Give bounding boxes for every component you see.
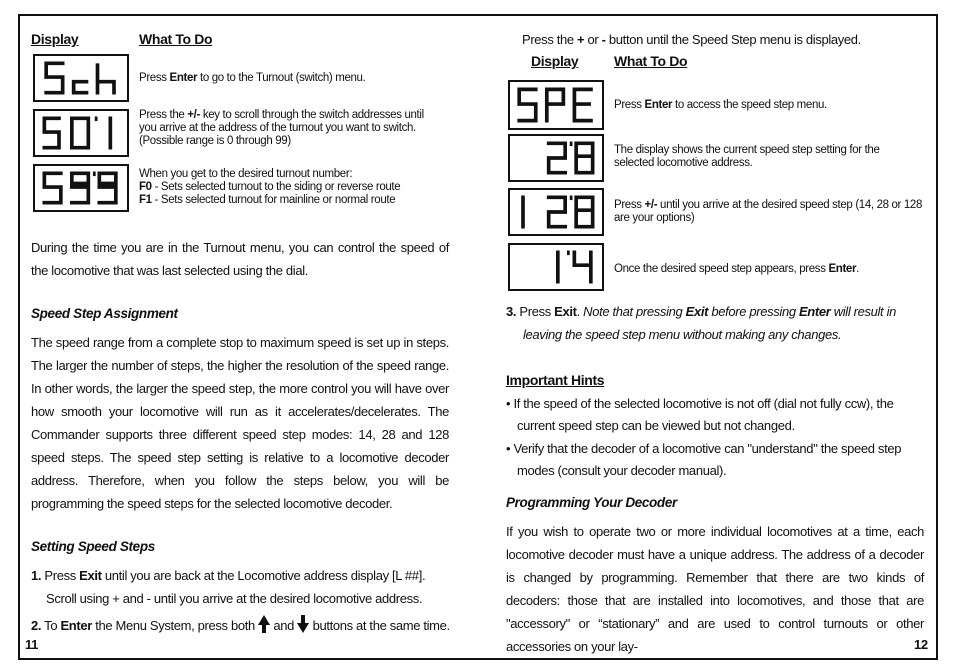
setting-speed-steps-heading: Setting Speed Steps — [31, 539, 155, 554]
programming-heading: Programming Your Decoder — [506, 495, 677, 510]
display-header-right: Display — [531, 53, 579, 69]
row-599-text: When you get to the desired turnout number: F0 - Sets selected turnout to the siding or reverse route F1 - Sets selected turnout for mainline or normal route — [139, 168, 401, 206]
page-number-left: 11 — [25, 637, 39, 652]
speed-step-intro: Press the + or - button until the Speed Step menu is displayed. — [522, 32, 861, 47]
lcd-display-sch — [33, 54, 129, 102]
hint-2: • Verify that the decoder of a locomotive can "understand" the speed step modes (consult your decoder manual). — [506, 441, 902, 478]
lcd-display-spe — [508, 80, 604, 130]
page-number-right: 12 — [914, 637, 928, 652]
step-2: 2. To Enter the Menu System, press both and buttons at the same time. — [31, 614, 451, 637]
speed-step-heading: Speed Step Assignment — [31, 306, 178, 321]
turnout-paragraph: During the time you are in the Turnout menu, you can control the speed of the locomotive that was last selected using the dial. — [31, 240, 449, 278]
lcd-display-599 — [33, 164, 129, 212]
row-spe-text: Press Enter to access the speed step menu. — [614, 99, 827, 111]
row-14-text: Once the desired speed step appears, press Enter. — [614, 263, 859, 275]
down-arrow-icon — [297, 615, 309, 633]
row-128-text: Press +/- until you arrive at the desired speed step (14, 28 or 128 are your options) — [614, 199, 923, 224]
step-3: 3. Press Exit. Note that pressing Exit before pressing Enter will result in leaving the speed step menu without making any changes. — [506, 304, 896, 342]
row-28-text: The display shows the current speed step setting for the selected locomotive address. — [614, 144, 880, 169]
lcd-display-128 — [508, 188, 604, 236]
what-to-do-header-right: What To Do — [614, 53, 688, 69]
important-hints-heading: Important Hints — [506, 372, 605, 388]
programming-paragraph: If you wish to operate two or more individual locomotives at a time, each locomotive decoder must have a unique address. The address of a decoder is changed by programming. Remember that there are two kinds of decoders: those that are installed into locomotives, and those that are "accessory" or “stationary” and are used to control turnouts or other accessories on your lay- — [506, 524, 924, 654]
speed-step-paragraph: The speed range from a complete stop to maximum speed is set up in steps. The larger the number of steps, the higher the resolution of the speed range. In other words, the larger the speed step, the more control you will have over how smooth your locomotive will run as it accelerates/decelerates. The Commander supports three different speed step modes: 14, 28 and 128 speed steps. The speed step setting is relative to a locomotive decoder address. Therefore, when you follow the steps below, you will be programming the speed steps for the selected locomotive decoder. — [31, 335, 449, 511]
up-arrow-icon — [258, 615, 270, 633]
display-header: Display — [31, 31, 79, 47]
lcd-display-28 — [508, 134, 604, 182]
row-sch-text: Press Enter to go to the Turnout (switch) menu. — [139, 72, 366, 84]
row-s01-text: Press the +/- key to scroll through the switch addresses until you arrive at the address of the turnout you want to switch. (Possible range is 0 through 99) — [139, 109, 424, 147]
what-to-do-header: What To Do — [139, 31, 213, 47]
step-1: 1. Press Exit until you are back at the Locomotive address display [L ##]. Scroll using + and - until you arrive at the desired locomotive address. — [31, 568, 426, 606]
hint-1: • If the speed of the selected locomotive is not off (dial not fully ccw), the current speed step can be viewed but not changed. — [506, 396, 894, 433]
lcd-display-s01 — [33, 109, 129, 157]
lcd-display-14 — [508, 243, 604, 291]
